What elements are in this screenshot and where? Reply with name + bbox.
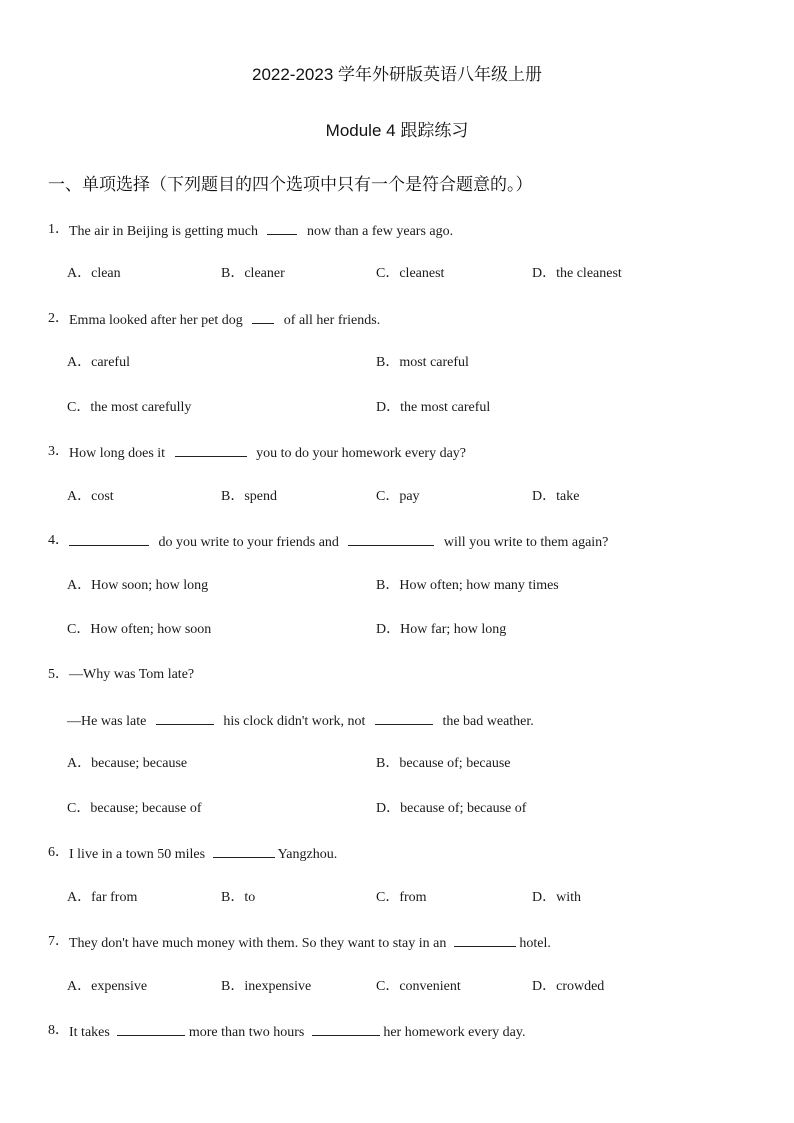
option-a[interactable]: A．expensive	[67, 979, 148, 994]
question-text: They don't have much money with them. So they want to stay in an	[69, 936, 447, 951]
option-d[interactable]: D．with	[532, 890, 581, 905]
option-a[interactable]: A．cost	[67, 489, 114, 504]
question-text: his clock didn't work, not	[223, 714, 366, 729]
question-text: hotel.	[519, 936, 551, 951]
option-c[interactable]: C．pay	[376, 489, 420, 504]
option-a[interactable]: A．clean	[67, 266, 121, 281]
option-c[interactable]: C．convenient	[376, 979, 461, 994]
question-text: —He was late	[67, 714, 147, 729]
answer-blank	[69, 532, 149, 546]
question-text: more than two hours	[188, 1025, 305, 1040]
option-d[interactable]: D．take	[532, 489, 580, 504]
option-a[interactable]: A．because; because	[67, 756, 188, 771]
answer-blank	[375, 711, 433, 725]
option-d[interactable]: D．because of; because of	[376, 801, 527, 816]
option-c[interactable]: C．cleanest	[376, 266, 445, 281]
question-number: 4．	[48, 533, 69, 548]
option-a[interactable]: A．How soon; how long	[67, 578, 209, 593]
option-b[interactable]: B．most careful	[376, 355, 469, 370]
section-heading: 一、单项选择（下列题目的四个选项中只有一个是符合题意的。）	[48, 175, 533, 195]
question-text: the bad weather.	[442, 714, 534, 729]
answer-blank	[454, 933, 516, 947]
question-number: 3．	[48, 444, 69, 459]
option-c[interactable]: C．the most carefully	[67, 400, 192, 415]
option-b[interactable]: B．inexpensive	[221, 979, 312, 994]
option-d[interactable]: D．the cleanest	[532, 266, 622, 281]
option-c[interactable]: C．How often; how soon	[67, 622, 212, 637]
option-b[interactable]: B．cleaner	[221, 266, 285, 281]
question-text: her homework every day.	[383, 1025, 526, 1040]
option-d[interactable]: D．crowded	[532, 979, 605, 994]
question-text: of all her friends.	[283, 313, 381, 328]
option-d[interactable]: D．the most careful	[376, 400, 491, 415]
option-c[interactable]: C．because; because of	[67, 801, 202, 816]
answer-blank	[252, 310, 274, 324]
option-c[interactable]: C．from	[376, 890, 427, 905]
question-text: How long does it	[69, 446, 166, 461]
option-b[interactable]: B．because of; because	[376, 756, 511, 771]
question-number: 2．	[48, 311, 69, 326]
answer-blank	[156, 711, 214, 725]
question-text: now than a few years ago.	[306, 224, 454, 239]
answer-blank	[267, 221, 297, 235]
question-text: Yangzhou.	[277, 847, 338, 862]
question-number: 1．	[48, 222, 69, 237]
answer-blank	[175, 443, 247, 457]
question-text: —Why was Tom late?	[69, 667, 195, 682]
option-a[interactable]: A．careful	[67, 355, 130, 370]
question-text: I live in a town 50 miles	[69, 847, 206, 862]
worksheet-title: 2022-2023 学年外研版英语八年级上册	[251, 65, 543, 84]
question-text: It takes	[69, 1025, 110, 1040]
answer-blank	[213, 844, 275, 858]
option-b[interactable]: B．How often; how many times	[376, 578, 559, 593]
question-number: 7．	[48, 934, 69, 949]
option-d[interactable]: D．How far; how long	[376, 622, 507, 637]
answer-blank	[312, 1022, 380, 1036]
answer-blank	[348, 532, 434, 546]
question-text: you to do your homework every day?	[256, 446, 467, 461]
question-number: 8．	[48, 1023, 69, 1038]
question-text: will you write to them again?	[443, 535, 609, 550]
answer-blank	[117, 1022, 185, 1036]
option-a[interactable]: A．far from	[67, 890, 138, 905]
question-number: 5．	[48, 667, 69, 682]
question-text: The air in Beijing is getting much	[69, 224, 258, 239]
question-text: Emma looked after her pet dog	[69, 313, 243, 328]
question-text: do you write to your friends and	[158, 535, 339, 550]
worksheet-subtitle: Module 4 跟踪练习	[325, 121, 469, 140]
option-b[interactable]: B．spend	[221, 489, 277, 504]
option-b[interactable]: B．to	[221, 890, 256, 905]
question-number: 6．	[48, 845, 69, 860]
